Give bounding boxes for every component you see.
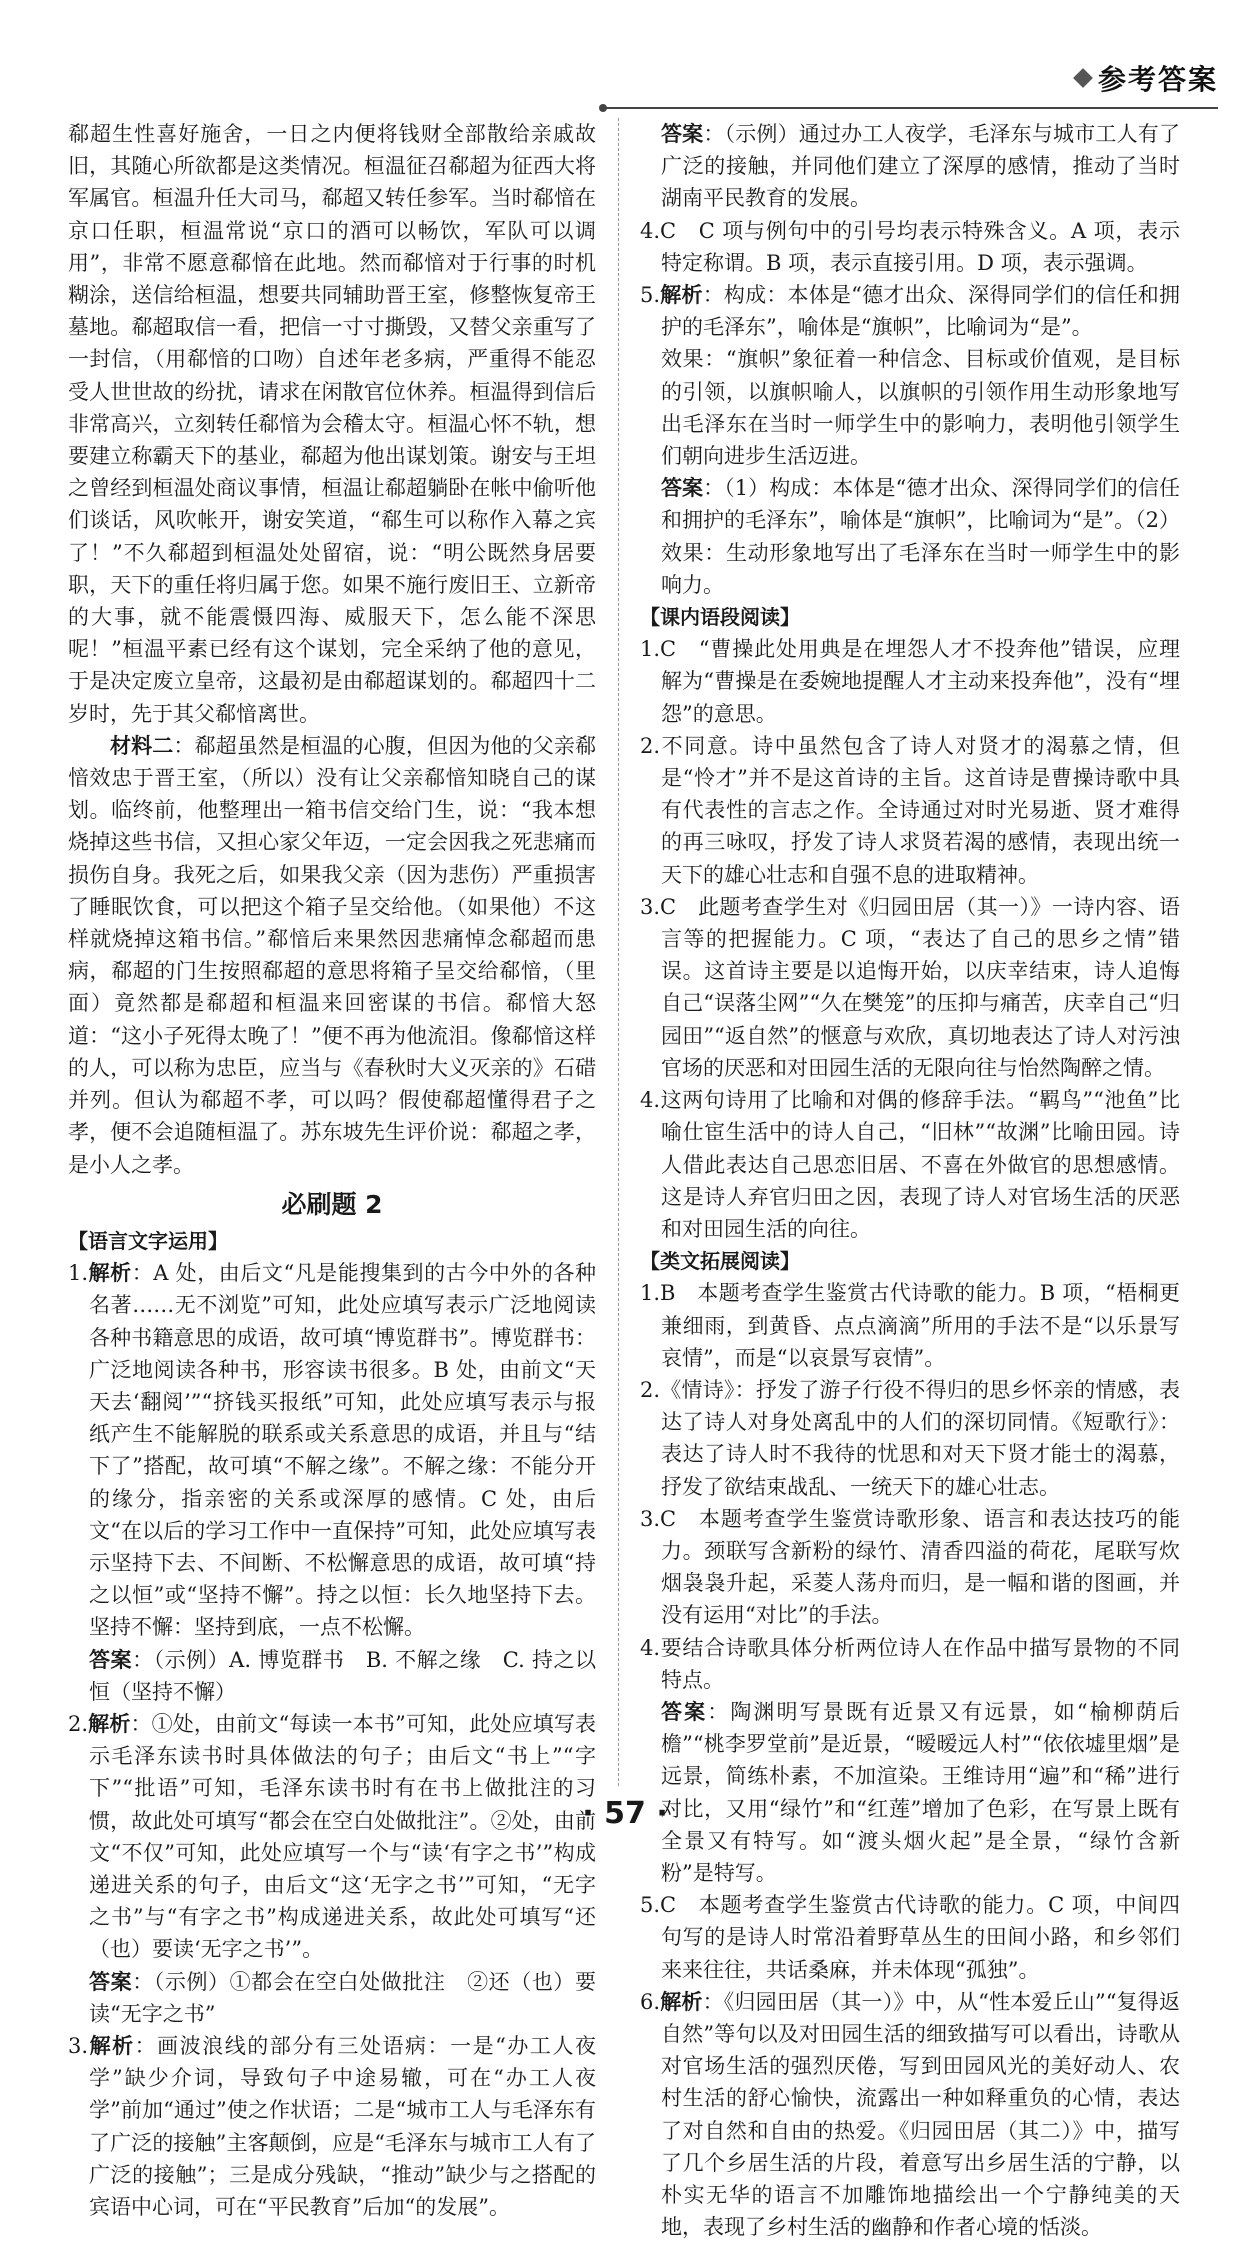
section-heading: 必刷题 2 [281, 1189, 383, 1219]
item-number: 2. [68, 1711, 89, 1736]
analysis-text: ：A 处，由后文“凡是能搜集到的古今中外的各种名著……无不浏览”可知，此处应填写表示广泛地阅读各种书籍意思的成语，故可填“博览群书”。博览群书：广泛地阅读各种书，形容读书很多。B 处，由前文“天天去‘翻阅’”“挤钱买报纸”可知，此处应填写表示与报纸产生不能解脱的联系或关系意思的成语，并且与“结下了”搭配，故可填“不解之缘”。不解之缘：不能分开的缘分，指亲密的关系或深厚的感情。C 处，由后文“在以后的学习工作中一直保持”可知，此处应填写表示坚持下去、不间断、不松懈意思的成语，故可填“持之以恒”或“坚持不懈”。持之以恒：长久地坚持下去。坚持不懈：坚持到底，一点不松懈。 [89, 1261, 596, 1640]
answer-label: 答案 [89, 1646, 133, 1672]
reading-item-1: 1.C “曹操此处用典是在埋怨人才不投奔他”错误，应理解为“曹操是在委婉地提醒人才主动来投奔他”，没有“埋怨”的意思。 [640, 637, 1180, 726]
material-two-text: ：郗超虽然是桓温的心腹，但因为他的父亲郗愔效忠于晋王室，（所以）没有让父亲郗愔知晓自己的谋划。临终前，他整理出一箱书信交给门生，说：“我本想烧掉这些书信，又担心家父年迈，一定会因我之死悲痛而损伤自身。我死之后，如果我父亲（因为悲伤）严重损害了睡眠饮食，可以把这个箱子呈交给他。（如果他）不这样就烧掉这箱书信。”郗愔后来果然因悲痛悼念郗超而患病，郗超的门生按照郗超的意思将箱子呈交给郗愔，（里面）竟然都是郗超和桓温来回密谋的书信。郗愔大怒道：“这小子死得太晚了！”便不再为他流泪。像郗愔这样的人，可以称为忠臣，应当与《春秋时大义灭亲的》石碏并列。但认为郗超不孝，可以吗？假使郗超懂得君子之孝，便不会追随桓温了。苏东坡先生评价说：郗超之孝，是小人之孝。 [68, 733, 597, 1177]
answer-item-1 [68, 1257, 596, 1643]
item-number: 6. [640, 1989, 661, 2014]
answer-item-1-answer [68, 1644, 596, 1708]
answer-item-2-answer [68, 1966, 596, 2030]
material-two-label: 材料二 [110, 732, 174, 758]
item-number: 4. [640, 1635, 661, 1660]
analysis-text: 要结合诗歌具体分析两位诗人在作品中描写景物的不同特点。 [660, 1635, 1180, 1692]
item-number: 1. [68, 1261, 89, 1286]
header-title: 参考答案 [1097, 63, 1218, 96]
analysis-label: 解析 [660, 1988, 703, 2014]
answer-item-2 [68, 1708, 596, 1966]
page-number: · 57 · [582, 1796, 668, 1831]
extended-item-6 [640, 1986, 1180, 2243]
answer-text: ：陶渊明写景既有近景又有远景，如“榆柳荫后檐”“桃李罗堂前”是近景，“暧暧远人村”“依依墟里烟”是远景，简练朴素，不加渲染。王维诗用“遍”和“稀”进行对比，又用“绿竹”和“红莲”增加了色彩，在写景上既有全景又有特写。如“渡头烟火起”是全景，“绿竹含新粉”是特写。 [661, 1699, 1181, 1885]
answer-text: ：（1）构成：本体是“德才出众、深得同学们的信任和拥护的毛泽东”，喻体是“旗帜”，比喻词为“是”。（2）效果：生动形象地写出了毛泽东在当时一师学生中的影响力。 [661, 476, 1180, 597]
material-one-translation: 郗超生性喜好施舍，一日之内便将钱财全部散给亲戚故旧，其随心所欲都是这类情况。桓温征召郗超为征西大将军属官。桓温升任大司马，郗超又转任参军。当时郗愔在京口任职，桓温常说“京口的酒可以畅饮，军队可以调用”，非常不愿意郗愔在此地。然而郗愔对于行事的时机糊涂，送信给桓温，想要共同辅助晋王室，修整恢复帝王墓地。郗超取信一看，把信一寸寸撕毁，又替父亲重写了一封信，（用郗愔的口吻）自述年老多病，严重得不能忍受人世世故的纷扰，请求在闲散官位休养。桓温得到信后非常高兴，立刻转任郗愔为会稽太守。桓温心怀不轨，想要建立称霸天下的基业，郗超为他出谋划策。谢安与王坦之曾经到桓温处商议事情，桓温让郗超躺卧在帐中偷听他们谈话，风吹帐开，谢安笑道，“郗生可以称作入幕之宾了！”不久郗超到桓温处处留宿，说：“明公既然身居要职，天下的重任将归属于您。如果不施行废旧王、立新帝的大事，就不能震慑四海、威服天下，怎么能不深思呢！”桓温平素已经有这个谋划，完全采纳了他的意见，于是决定废立皇帝，这最初是由郗超谋划的。郗超四十二岁时，先于其父郗愔离世。 [68, 122, 596, 726]
analysis-text: ：画波浪线的部分有三处语病：一是“办工人夜学”缺少介词，导致句子中途易辙，可在“办工人夜学”前加“通过”使之作状语；二是“城市工人与毛泽东有了广泛的接触”主客颠倒，应是“毛泽东与城市工人有了广泛的接触”；三是成分残缺，“推动”缺少与之搭配的宾语中心词，可在“平民教育”后加“的发展”。 [89, 2033, 596, 2219]
answer-item-3 [68, 2030, 596, 2223]
section-language-label: 【语言文字运用】 [68, 1228, 228, 1253]
answer-label: 答案 [661, 1698, 708, 1724]
answer-item-5 [640, 279, 1180, 343]
analysis-label: 解析 [88, 2032, 135, 2058]
analysis-text: ：①处，由前文“每读一本书”可知，此处应填写表示毛泽东读书时具体做法的句子；由后文“书上”“字下”“批语”可知，毛泽东读书时有在书上做批注的习惯，故此处可填写“都会在空白处做批注”。②处，由前文“不仅”可知，此处应填写一个与“读‘有字之书’”构成递进关系的句子，由后文“这‘无字之书’”可知，“无字之书”与“有字之书”构成递进关系，故此处可填写“还（也）要读‘无字之书’”。 [89, 1711, 596, 1962]
answer-item-5-answer [640, 472, 1180, 601]
page-header [1076, 58, 1218, 98]
diamond-icon [1073, 68, 1093, 88]
material-two-translation [68, 730, 596, 1181]
answer-item-4: 4.C C 项与例句中的引号均表示特殊含义。A 项，表示特定称谓。B 项，表示直接引用。D 项，表示强调。 [640, 218, 1180, 275]
answer-text: ：（示例）①都会在空白处做批注 ②还（也）要读“无字之书” [89, 1969, 597, 2026]
analysis-label: 解析 [660, 282, 703, 308]
extended-item-4-answer [640, 1696, 1180, 1889]
reading-item-4: 4.这两句诗用了比喻和对偶的修辞手法。“羁鸟”“池鱼”比喻仕宦生活中的诗人自己，“旧林”“故渊”比喻田园。诗人借此表达自己思恋旧居、不喜在外做官的思想感情。这是诗人弃官归田之因，表现了诗人对官场生活的厌恶和对田园生活的向往。 [640, 1088, 1180, 1241]
analysis-label: 解析 [88, 1710, 131, 1736]
analysis-text: ：构成：本体是“德才出众、深得同学们的信任和拥护的毛泽东”，喻体是“旗帜”，比喻词为“是”。 [661, 283, 1181, 340]
answer-item-5-effect: 效果：“旗帜”象征着一种信念、目标或价值观，是目标的引领，以旗帜喻人，以旗帜的引领作用生动形象地写出毛泽东在当时一师学生中的影响力，表明他引领学生们朝向进步生活迈进。 [661, 347, 1180, 469]
extended-item-4 [640, 1632, 1180, 1696]
answer-label: 答案 [661, 475, 704, 501]
column-divider [618, 118, 619, 1786]
extended-item-5: 5.C 本题考查学生鉴赏古代诗歌的能力。C 项，中间四句写的是诗人时常沿着野草丛生的田间小路，和乡邻们来来往往，共话桑麻，并未体现“孤独”。 [640, 1893, 1180, 1982]
answer-label: 答案 [661, 121, 704, 146]
answer-text: ：（示例）A. 博览群书 B. 不解之缘 C. 持之以恒（坚持不懈） [89, 1647, 597, 1704]
section-inclass-label: 【课内语段阅读】 [640, 605, 800, 630]
item-number: 3. [68, 2033, 89, 2058]
left-column [68, 118, 596, 2223]
section-extended-label: 【类文拓展阅读】 [640, 1249, 800, 1274]
item-number: 5. [640, 283, 661, 308]
reading-item-2: 2.不同意。诗中虽然包含了诗人对贤才的渴慕之情，但是“怜才”并不是这首诗的主旨。这首诗是曹操诗歌中具有代表性的言志之作。全诗通过对时光易逝、贤才难得的再三咏叹，抒发了诗人求贤若渴的感情，表现出统一天下的雄心壮志和自强不息的进取精神。 [640, 733, 1180, 887]
analysis-text: ：《归园田居（其一）》中，从“性本爱丘山”“复得返自然”等句以及对田园生活的细致描写可以看出，诗歌从对官场生活的强烈厌倦，写到田园风光的美好动人、农村生活的舒心愉快，流露出一种如释重负的心情，表达了对自然和自由的热爱。《归园田居（其二）》中，描写了几个乡居生活的片段，着意写出乡居生活的宁静，以朴实无华的语言不加雕饰地描绘出一个宁静纯美的天地，表现了乡村生活的幽静和作者心境的恬淡。 [661, 1989, 1180, 2240]
header-rule [605, 107, 1218, 109]
extended-item-1: 1.B 本题考查学生鉴赏古代诗歌的能力。B 项，“梧桐更兼细雨，到黄昏、点点滴滴”所用的手法不是“以乐景写哀情”，而是“以哀景写哀情”。 [640, 1281, 1180, 1370]
extended-item-3: 3.C 本题考查学生鉴赏诗歌形象、语言和表达技巧的能力。颈联写含新粉的绿竹、清香四溢的荷花，尾联写炊烟袅袅升起，采菱人荡舟而归，是一幅和谐的图画，并没有运用“对比”的手法。 [640, 1506, 1180, 1628]
answer-label: 答案 [89, 1968, 133, 1994]
right-column [640, 118, 1180, 2243]
analysis-label: 解析 [88, 1260, 132, 1286]
reading-item-3: 3.C 此题考查学生对《归园田居（其一）》一诗内容、语言等的把握能力。C 项，“表达了自己的思乡之情”错误。这首诗主要是以追悔开始，以庆幸结束，诗人追悔自己“误落尘网”“久在樊笼”的压抑与痛苦，庆幸自己“归园田”“返自然”的惬意与欢欣，真切地表达了诗人对污浊官场的厌恶和对田园生活的无限向往与怡然陶醉之情。 [640, 894, 1180, 1080]
answer-text: ：（示例）通过办工人夜学，毛泽东与城市工人有了广泛的接触，并同他们建立了深厚的感情，推动了当时湖南平民教育的发展。 [661, 122, 1180, 211]
answer-item-3-answer [640, 118, 1180, 215]
extended-item-2: 2.《情诗》：抒发了游子行役不得归的思乡怀亲的情感，表达了诗人对身处离乱中的人们的深切同情。《短歌行》：表达了诗人时不我待的忧思和对天下贤才能士的渴慕，抒发了欲结束战乱、一统天下的雄心壮志。 [640, 1377, 1180, 1499]
